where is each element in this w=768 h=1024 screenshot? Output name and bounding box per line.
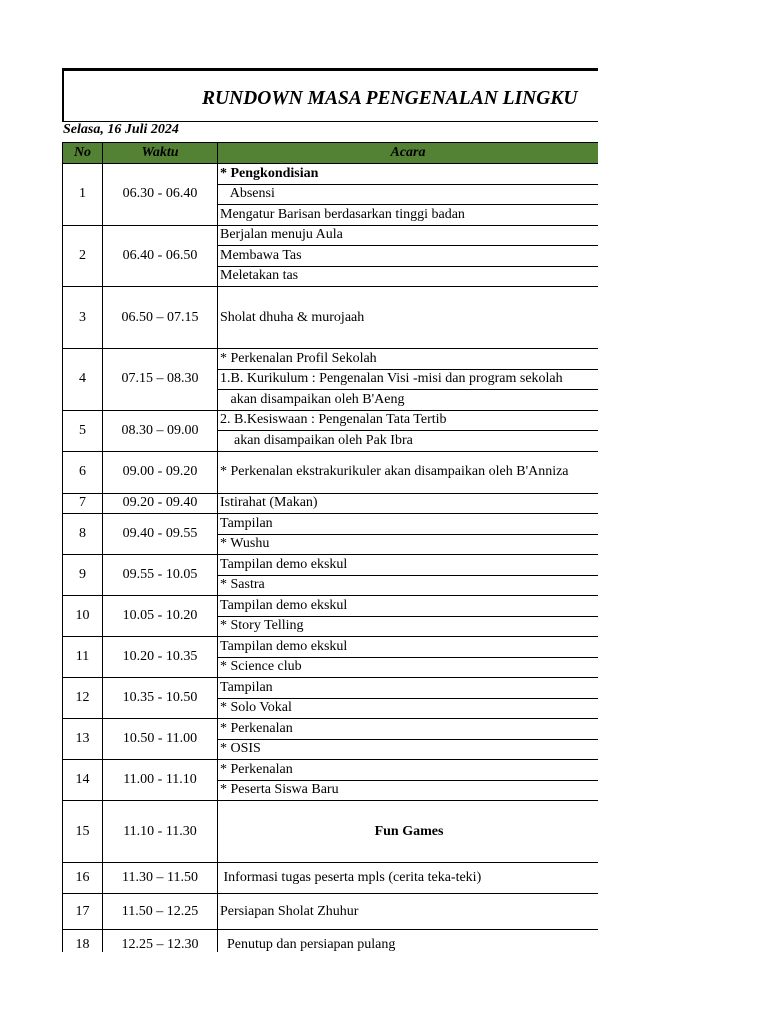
row-time: 11.30 – 11.50 <box>103 863 218 894</box>
table-row <box>63 514 599 535</box>
table-row <box>63 555 599 576</box>
row-number: 9 <box>63 555 103 596</box>
row-time: 06.50 – 07.15 <box>103 287 218 349</box>
activity-cell: Fun Games <box>218 801 599 863</box>
activity-cell: Tampilan demo ekskul <box>218 596 599 617</box>
table-row <box>63 863 599 894</box>
row-time: 09.20 - 09.40 <box>103 493 218 514</box>
header-no: No <box>63 143 103 164</box>
activity-cell: Absensi <box>218 184 599 205</box>
row-time: 09.40 - 09.55 <box>103 514 218 555</box>
row-time: 10.20 - 10.35 <box>103 637 218 678</box>
activity-cell: Istirahat (Makan) <box>218 493 599 514</box>
row-number: 5 <box>63 410 103 451</box>
table-row <box>63 719 599 740</box>
activity-cell: * Perkenalan Profil Sekolah <box>218 349 599 370</box>
activity-cell: 1.B. Kurikulum : Pengenalan Visi -misi dan program sekolah <box>218 369 599 390</box>
table-row <box>63 410 599 431</box>
document-title: RUNDOWN MASA PENGENALAN LINGKU <box>202 88 578 109</box>
row-number: 8 <box>63 514 103 555</box>
activity-cell: Penutup dan persiapan pulang <box>218 930 599 953</box>
row-number: 1 <box>63 164 103 226</box>
activity-cell: Tampilan <box>218 514 599 535</box>
row-time: 11.50 – 12.25 <box>103 894 218 930</box>
activity-cell: Tampilan <box>218 678 599 699</box>
row-number: 12 <box>63 678 103 719</box>
row-time: 10.05 - 10.20 <box>103 596 218 637</box>
activity-cell: Membawa Tas <box>218 246 599 267</box>
row-number: 15 <box>63 801 103 863</box>
activity-cell: * Wushu <box>218 534 599 555</box>
row-time: 12.25 – 12.30 <box>103 930 218 953</box>
activity-cell: * Perkenalan ekstrakurikuler akan disampaikan oleh B'Anniza <box>218 451 599 493</box>
activity-cell: 2. B.Kesiswaan : Pengenalan Tata Tertib <box>218 410 599 431</box>
activity-cell: * Story Telling <box>218 616 599 637</box>
header-time: Waktu <box>103 143 218 164</box>
table-row <box>63 760 599 781</box>
activity-cell: Sholat dhuha & murojaah <box>218 287 599 349</box>
table-row <box>63 596 599 617</box>
table-row <box>63 678 599 699</box>
row-number: 11 <box>63 637 103 678</box>
row-number: 17 <box>63 894 103 930</box>
activity-cell: Meletakan tas <box>218 266 599 287</box>
activity-cell: Informasi tugas peserta mpls (cerita teka-teki) <box>218 863 599 894</box>
table-row <box>63 349 599 370</box>
row-number: 14 <box>63 760 103 801</box>
row-number: 7 <box>63 493 103 514</box>
activity-cell: akan disampaikan oleh B'Aeng <box>218 390 599 411</box>
activity-cell: * Science club <box>218 657 599 678</box>
table-row <box>63 894 599 930</box>
activity-cell: * Sastra <box>218 575 599 596</box>
activity-cell: * OSIS <box>218 739 599 760</box>
row-number: 13 <box>63 719 103 760</box>
activity-cell: Persiapan Sholat Zhuhur <box>218 894 599 930</box>
row-number: 16 <box>63 863 103 894</box>
activity-cell: * Perkenalan <box>218 760 599 781</box>
activity-cell: * Solo Vokal <box>218 698 599 719</box>
activity-cell: Tampilan demo ekskul <box>218 555 599 576</box>
row-time: 09.55 - 10.05 <box>103 555 218 596</box>
rundown-table <box>62 142 598 952</box>
row-number: 6 <box>63 451 103 493</box>
table-row <box>63 164 599 185</box>
activity-cell: * Perkenalan <box>218 719 599 740</box>
row-time: 06.30 - 06.40 <box>103 164 218 226</box>
activity-cell: Tampilan demo ekskul <box>218 637 599 658</box>
table-row <box>63 801 599 863</box>
table-row <box>63 451 599 493</box>
row-number: 3 <box>63 287 103 349</box>
date-label: Selasa, 16 Juli 2024 <box>63 122 179 137</box>
table-row <box>63 493 599 514</box>
row-time: 11.00 - 11.10 <box>103 760 218 801</box>
header-activity: Acara <box>218 143 599 164</box>
row-time: 08.30 – 09.00 <box>103 410 218 451</box>
row-time: 07.15 – 08.30 <box>103 349 218 411</box>
spreadsheet <box>62 68 598 952</box>
row-number: 10 <box>63 596 103 637</box>
row-number: 2 <box>63 225 103 287</box>
row-time: 09.00 - 09.20 <box>103 451 218 493</box>
row-time: 06.40 - 06.50 <box>103 225 218 287</box>
title-box <box>62 68 598 122</box>
table-row <box>63 637 599 658</box>
activity-cell: Berjalan menuju Aula <box>218 225 599 246</box>
table-row <box>63 287 599 349</box>
activity-cell: akan disampaikan oleh Pak Ibra <box>218 431 599 452</box>
row-number: 4 <box>63 349 103 411</box>
header-row <box>63 143 599 164</box>
activity-cell: * Pengkondisian <box>218 164 599 185</box>
row-time: 11.10 - 11.30 <box>103 801 218 863</box>
table-row <box>63 930 599 953</box>
row-time: 10.50 - 11.00 <box>103 719 218 760</box>
activity-cell: Mengatur Barisan berdasarkan tinggi badan <box>218 205 599 226</box>
table-row <box>63 225 599 246</box>
activity-cell: * Peserta Siswa Baru <box>218 780 599 801</box>
row-number: 18 <box>63 930 103 953</box>
row-time: 10.35 - 10.50 <box>103 678 218 719</box>
